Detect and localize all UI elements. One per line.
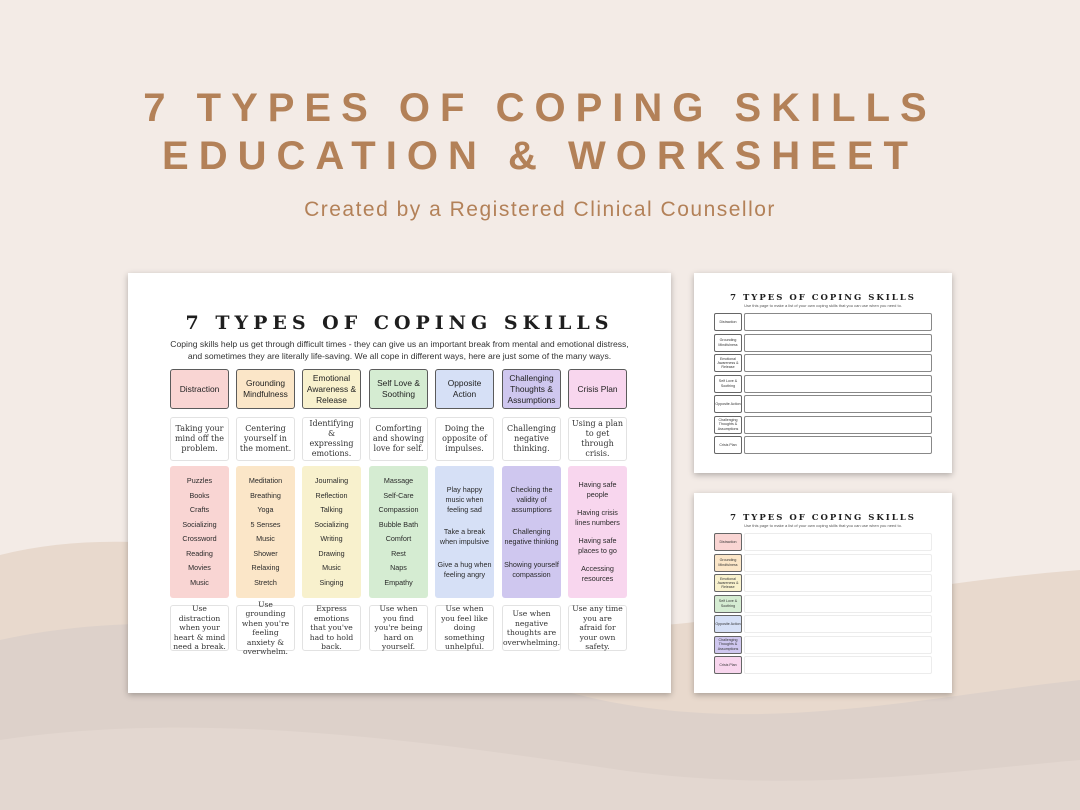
category-examples [170,466,229,598]
worksheet-write-field[interactable] [744,533,932,551]
example-item: Comfort [385,534,412,544]
category-column [170,369,229,651]
worksheet-write-field[interactable] [744,436,932,454]
example-item: Accessing resources [581,564,614,583]
worksheet-row [714,615,932,633]
example-item: Singing [319,577,344,587]
example-item: 5 Senses [250,519,281,529]
example-item: Having crisis lines numbers [575,508,620,527]
worksheet-row-label: Opposite Action [714,395,742,413]
example-item: Having safe people [578,480,617,499]
worksheet-row [714,416,932,434]
category-description: Doing the opposite of impulses. [435,417,494,461]
category-header: Emotional Awareness & Release [302,369,361,409]
category-description: Using a plan to get through crisis. [568,417,627,461]
category-when-to-use: Use when negative thoughts are overwhelming. [502,605,561,651]
worksheet-write-field[interactable] [744,354,932,372]
example-item: Drawing [318,548,345,558]
example-item: Writing [320,534,343,544]
category-header: Opposite Action [435,369,494,409]
example-item: Showing yourself compassion [504,559,559,579]
example-item: Challenging negative thinking [504,527,559,546]
worksheet-row [714,334,932,352]
example-item: Empathy [384,577,413,587]
worksheet-page-plain [694,273,952,473]
category-when-to-use: Use when you feel like doing something unhelpful. [435,605,494,651]
worksheet-subtitle: Use this page to make a list of your own coping skills that you can use when you need to. [744,303,902,308]
category-column [236,369,295,656]
worksheet-write-field[interactable] [744,636,932,654]
example-item: Give a hug when feeling angry [437,559,492,579]
worksheet-row-label: Distraction [714,533,742,551]
example-item: Breathing [250,490,281,500]
intro-line: and sometimes they are literally life-saving. We all cope in different ways, here are just some of the many ways. [187,351,612,361]
example-item: Socializing [314,519,349,529]
example-item: Books [189,490,210,500]
example-item: Compassion [378,505,419,515]
category-description: Centering yourself in the moment. [236,417,295,461]
category-examples [502,466,561,598]
worksheet-row-label: Challenging Thoughts & Assumptions [714,636,742,654]
example-item: Bubble Bath [378,519,419,529]
example-item: Yoga [257,505,274,515]
worksheet-row [714,595,932,613]
worksheet-row-label: Emotional Awareness & Release [714,354,742,372]
category-header: Grounding Mindfulness [236,369,295,409]
example-item: Take a break when impulsive [439,527,490,546]
example-item: Journaling [314,476,349,486]
worksheet-row-label: Emotional Awareness & Release [714,574,742,592]
worksheet-row [714,354,932,372]
category-description: Taking your mind off the problem. [170,417,229,461]
worksheet-row-label: Grounding Mindfulness [714,554,742,572]
category-header: Distraction [170,369,229,409]
category-description: Identifying & expressing emotions. [302,417,361,461]
worksheet-write-field[interactable] [744,615,932,633]
category-header: Crisis Plan [568,369,627,409]
example-item: Naps [390,563,407,573]
worksheet-write-field[interactable] [744,554,932,572]
education-page [128,273,671,693]
worksheet-row [714,656,932,674]
hero-subtitle: Created by a Registered Clinical Counsellor [304,198,776,221]
category-when-to-use: Express emotions that you've had to hold back. [302,605,361,651]
worksheet-row-label: Grounding Mindfulness [714,334,742,352]
worksheet-write-field[interactable] [744,375,932,393]
worksheet-row-label: Challenging Thoughts & Assumptions [714,416,742,434]
worksheet-write-field[interactable] [744,574,932,592]
category-when-to-use: Use when you find you're being hard on yourself. [369,605,428,651]
category-when-to-use: Use grounding when you're feeling anxiety & overwhelm. [236,605,295,651]
category-examples [435,466,494,598]
worksheet-subtitle: Use this page to make a list of your own coping skills that you can use when you need to. [744,523,902,528]
worksheet-write-field[interactable] [744,334,932,352]
example-item: Meditation [248,476,283,486]
worksheet-row [714,375,932,393]
worksheet-row [714,395,932,413]
example-item: Checking the validity of assumptions [510,484,553,514]
example-item: Talking [320,505,343,515]
worksheet-row-label: Crisis Plan [714,656,742,674]
worksheet-row [714,313,932,331]
worksheet-row-label: Crisis Plan [714,436,742,454]
worksheet-title: 7 TYPES OF COPING SKILLS [730,293,916,303]
example-item: Self-Care [383,490,414,500]
worksheet-row [714,554,932,572]
education-title: 7 TYPES OF COPING SKILLS [185,312,614,334]
worksheet-row [714,636,932,654]
worksheet-write-field[interactable] [744,595,932,613]
worksheet-row [714,533,932,551]
example-item: Socializing [182,519,217,529]
example-item: Crafts [189,505,210,515]
example-item: Play happy music when feeling sad [445,484,484,514]
worksheet-write-field[interactable] [744,656,932,674]
worksheet-row-label: Self Love & Soothing [714,375,742,393]
hero-title-line2: EDUCATION & WORKSHEET [162,134,918,178]
example-item: Reading [186,548,213,558]
category-description: Comforting and showing love for self. [369,417,428,461]
example-item: Reflection [315,490,348,500]
category-examples [568,466,627,598]
education-intro [158,338,641,362]
category-column [302,369,361,651]
category-when-to-use: Use distraction when your heart & mind need a break. [170,605,229,651]
category-column [369,369,428,651]
worksheet-title: 7 TYPES OF COPING SKILLS [730,513,916,523]
example-item: Rest [391,548,406,558]
example-item: Puzzles [186,476,213,486]
worksheet-write-field[interactable] [744,416,932,434]
example-item: Music [256,534,275,544]
example-item: Shower [253,548,278,558]
category-header: Self Love & Soothing [369,369,428,409]
worksheet-write-field[interactable] [744,395,932,413]
example-item: Having safe places to go [578,536,617,555]
category-description: Challenging negative thinking. [502,417,561,461]
category-column [502,369,561,651]
worksheet-row-label: Opposite Action [714,615,742,633]
worksheet-row-label: Self Love & Soothing [714,595,742,613]
example-item: Crossword [182,534,217,544]
category-column [435,369,494,651]
category-examples [302,466,361,598]
category-header: Challenging Thoughts & Assumptions [502,369,561,409]
worksheet-page-colored [694,493,952,693]
example-item: Massage [383,476,414,486]
intro-line: Coping skills help us get through difficult times - they can give us an important break from mental and emotional distress, [170,339,629,349]
example-item: Movies [188,563,211,573]
worksheet-row-label: Distraction [714,313,742,331]
example-item: Stretch [254,577,277,587]
category-examples [369,466,428,598]
category-when-to-use: Use any time you are afraid for your own safety. [568,605,627,651]
worksheet-row [714,436,932,454]
example-item: Music [322,563,341,573]
category-column [568,369,627,651]
hero-title-line1: 7 TYPES OF COPING SKILLS [143,86,937,130]
category-examples [236,466,295,598]
example-item: Relaxing [251,563,280,573]
worksheet-row [714,574,932,592]
worksheet-write-field[interactable] [744,313,932,331]
example-item: Music [190,577,209,587]
